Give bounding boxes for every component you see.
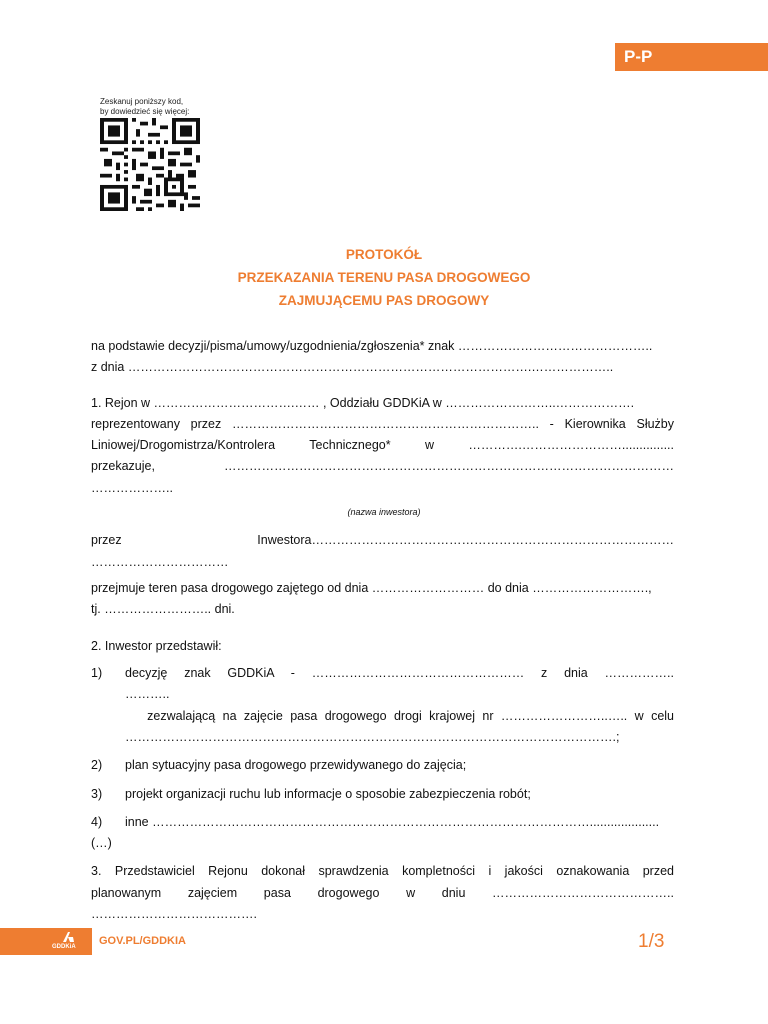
list-item-number: 2): [91, 758, 103, 772]
qr-code-icon[interactable]: [100, 118, 200, 211]
list-item-number: 4): [91, 815, 103, 829]
list-item: ……………………………………………………………………………………………………….;: [125, 730, 620, 744]
section-1-line: przejmuje teren pasa drogowego zajętego od dnia ……………………… do dnia ……………………….,: [91, 581, 652, 595]
list-ellipsis: (…): [91, 836, 112, 850]
list-item: projekt organizacji ruchu lub informacje o sposobie zabezpieczenia robót;: [125, 787, 531, 801]
list-item-number: 1): [91, 666, 103, 680]
document-subtitle: PRZEKAZANIA TERENU PASA DROGOWEGO: [237, 270, 531, 285]
section-3-line: ………………………………….: [91, 907, 257, 921]
intro-line: z dnia …………………………………………………………………………………….………………..: [91, 360, 614, 374]
list-item: decyzję znak GDDKiA - …………………………………………… z dnia ……………..: [125, 666, 674, 680]
list-item: inne ……………………………………………………………………………………………....................: [125, 815, 660, 829]
list-item: plan sytuacyjny pasa drogowego przewidywanego do zajęcia;: [125, 758, 467, 772]
section-1-line: tj. …………………….. dni.: [91, 602, 235, 616]
section-3-line: 3. Przedstawiciel Rejonu dokonał sprawdzenia kompletności i jakości oznakowania przed: [91, 864, 674, 878]
document-subtitle: ZAJMUJĄCEMU PAS DROGOWY: [278, 293, 490, 308]
website-link[interactable]: GOV.PL/GDDKIA: [99, 935, 186, 947]
document-title: PROTOKÓŁ: [345, 247, 423, 262]
investor-caption: (nazwa inwestora): [347, 507, 421, 517]
section-2-heading: 2. Inwestor przedstawił:: [91, 639, 222, 653]
section-3-line: planowanym zajęciem pasa drogowego w dniu ……………………………………..: [91, 886, 674, 900]
intro-line: na podstawie decyzji/pisma/umowy/uzgodnienia/zgłoszenia* znak ………………………………………..: [91, 339, 653, 353]
form-code-badge: P-P: [615, 43, 768, 71]
section-1-line: przekazuje, ………………………………………………………………………………………………: [91, 459, 674, 473]
gddkia-logo-icon: [61, 931, 75, 943]
qr-caption-line: by dowiedzieć się więcej:: [100, 106, 190, 116]
gddkia-logo-text: GDDKiA: [52, 944, 76, 950]
section-1-line: Liniowej/Drogomistrza/Kontrolera Technicznego* w ………….……………………...............: [91, 438, 674, 452]
page-number: 1/3: [638, 931, 665, 952]
section-1-line: ……………………………: [91, 555, 229, 569]
footer-logo-bar: [0, 928, 92, 955]
list-item-number: 3): [91, 787, 103, 801]
list-item: zezwalającą na zajęcie pasa drogowego drogi krajowej nr ……………………..….. w celu: [125, 709, 674, 723]
section-1-line: reprezentowany przez ……………………………………………………………….. - Kierownika Służby: [91, 417, 674, 431]
qr-caption-line: Zeskanuj poniższy kod,: [100, 97, 184, 106]
list-item: ………..: [125, 687, 170, 701]
section-1-line: przez Inwestora……………………………………………………………………………: [91, 533, 674, 547]
section-1-line: ………………..: [91, 481, 173, 495]
section-1-line: 1. Rejon w …………………………….…… , Oddziału GDDKiA w ……………….……..……………….: [91, 396, 635, 410]
qr-caption: [100, 97, 189, 116]
